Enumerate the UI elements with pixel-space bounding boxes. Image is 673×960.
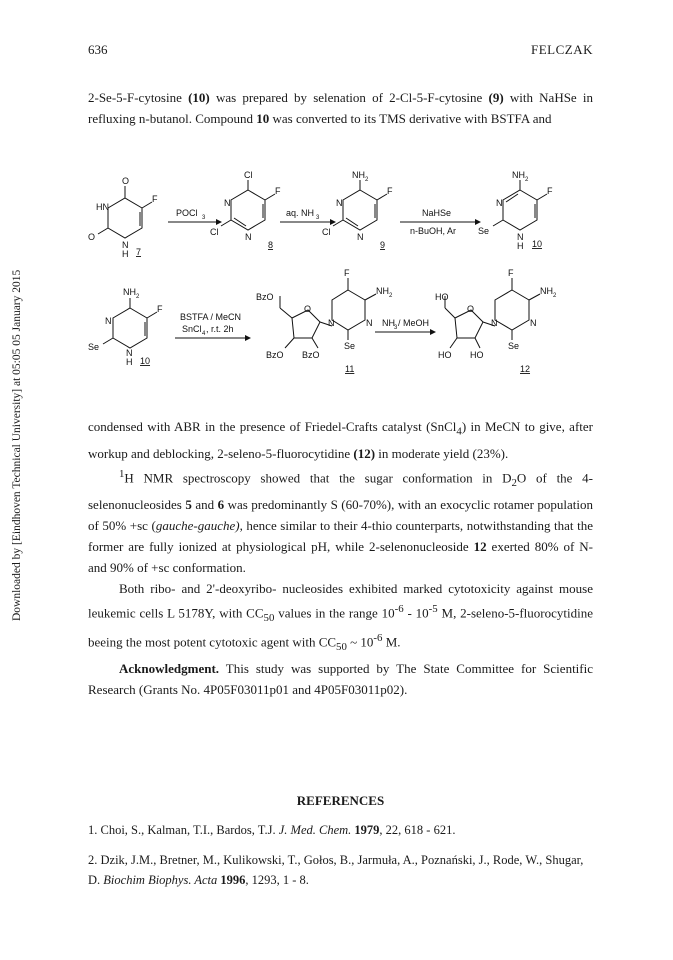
svg-text:NH: NH <box>123 287 136 297</box>
svg-text:POCl: POCl <box>176 208 198 218</box>
svg-text:F: F <box>387 186 393 196</box>
svg-text:/ MeOH: / MeOH <box>398 318 430 328</box>
svg-text:H: H <box>122 249 129 259</box>
svg-text:H: H <box>517 241 524 251</box>
svg-text:N: N <box>245 232 252 242</box>
svg-text:NH: NH <box>376 286 389 296</box>
svg-text:F: F <box>275 186 281 196</box>
svg-text:N: N <box>366 318 373 328</box>
svg-text:NH: NH <box>512 170 525 180</box>
svg-text:BzO: BzO <box>266 350 284 360</box>
svg-text:NaHSe: NaHSe <box>422 208 452 218</box>
svg-text:F: F <box>152 194 158 204</box>
svg-text:Se: Se <box>88 342 100 352</box>
svg-text:2: 2 <box>365 177 369 183</box>
svg-text:F: F <box>344 268 350 278</box>
intro-paragraph: 2-Se-5-F-cytosine (10) was prepared by selenation of 2-Cl-5-F-cytosine (9) with NaHSe in refluxing n-butanol. Compound 10 was converted to its TMS derivative with BSTFA and <box>88 90 594 126</box>
svg-text:, r.t. 2h: , r.t. 2h <box>206 324 234 334</box>
svg-text:N: N <box>105 316 112 326</box>
svg-text:NH: NH <box>352 170 365 180</box>
svg-text:H: H <box>126 357 133 367</box>
svg-text:BSTFA / MeCN: BSTFA / MeCN <box>180 312 242 322</box>
svg-text:Cl: Cl <box>210 227 219 237</box>
svg-text:4: 4 <box>202 331 206 337</box>
svg-text:HO: HO <box>470 350 484 360</box>
svg-text:Cl: Cl <box>322 227 331 237</box>
svg-text:2: 2 <box>389 293 393 299</box>
svg-text:N: N <box>122 240 129 250</box>
svg-text:2: 2 <box>553 293 557 299</box>
compound-8-label: 8 <box>268 240 274 250</box>
svg-text:Se: Se <box>344 341 356 351</box>
svg-text:N: N <box>126 348 133 358</box>
svg-text:O: O <box>467 304 475 314</box>
compound-9-label: 9 <box>380 240 386 250</box>
svg-text:BzO: BzO <box>302 350 320 360</box>
svg-text:BzO: BzO <box>256 292 274 302</box>
svg-text:HN: HN <box>96 202 109 212</box>
svg-text:NH: NH <box>382 318 395 328</box>
svg-text:Cl: Cl <box>244 170 253 180</box>
download-watermark: Downloaded by [Eindhoven Technical University] at 05:05 05 January 2015 <box>11 269 23 621</box>
reference-2: 2. Dzik, J.M., Bretner, M., Kulikowski, T., Gołos, B., Jarmuła, A., Poznański, J., Rode, W., Shugar, D. Biochim Biophys. Acta 1996, 1293, 1 - 8. <box>88 853 584 887</box>
running-head: FELCZAK <box>531 42 593 57</box>
svg-text:F: F <box>157 304 163 314</box>
compound-7-label: 7 <box>136 247 142 257</box>
svg-text:O: O <box>304 304 312 314</box>
paragraph-nmr: $^1$H NMR spectroscopy showed that the sugar conformation in $D_2O$ of the 4-selenonucleosides 5 and 6 was predominantly S (60-70%), with an exocyclic rotamer population of 50% +sc (gauche-gauche), hence similar to their 4-thio counterparts, notwithstanding that the former are fully ionized at physiological pH, while 2-selenonucleoside 12 exerted 80% of N- and 90% of +sc conformation. <box>88 467 594 575</box>
svg-text:N: N <box>517 232 524 242</box>
page-number: 636 <box>88 42 108 57</box>
svg-text:aq. NH: aq. NH <box>286 208 315 218</box>
svg-text:N: N <box>336 198 343 208</box>
svg-text:3: 3 <box>316 215 320 221</box>
compound-11-label: 11 <box>345 364 355 374</box>
svg-text:F: F <box>508 268 514 278</box>
svg-text:n-BuOH, Ar: n-BuOH, Ar <box>410 226 457 236</box>
svg-text:N: N <box>357 232 364 242</box>
svg-text:SnCl: SnCl <box>182 324 202 334</box>
synthesis-scheme <box>80 160 600 380</box>
svg-text:N: N <box>491 318 498 328</box>
svg-text:N: N <box>328 318 335 328</box>
compound-10-label-row2: 10 <box>140 356 151 366</box>
paragraph-cytotoxicity: Both ribo- and 2'-deoxyribo- nucleosides exhibited marked cytotoxicity against mouse leukemic cells L 5178Y, with $CC_{50}$ values in the range $10^{-6} - 10^{-5}$ M, 2-seleno-5-fluorocytidine beeing the most potent cytotoxic agent with $CC_{50}$ ~ $10^{-6}$ M. <box>88 580 593 654</box>
svg-text:HO: HO <box>438 350 452 360</box>
paragraph-condensation: condensed with ABR in the presence of Friedel-Crafts catalyst (SnCl$_4$) in MeCN to give, after workup and deblocking, 2-seleno-5-fluorocytidine (12) in moderate yield (23%). <box>88 419 593 461</box>
svg-text:Se: Se <box>508 341 520 351</box>
svg-text:O: O <box>122 176 130 186</box>
reference-1: 1. Choi, S., Kalman, T.I., Bardos, T.J. J. Med. Chem. 1979, 22, 618 - 621. <box>88 823 456 837</box>
svg-text:3: 3 <box>202 215 206 221</box>
svg-text:N: N <box>530 318 537 328</box>
references-heading: REFERENCES <box>296 793 385 808</box>
svg-text:2: 2 <box>525 177 529 183</box>
svg-text:O: O <box>88 232 96 242</box>
svg-text:NH: NH <box>540 286 553 296</box>
svg-text:N: N <box>496 198 503 208</box>
svg-text:3: 3 <box>394 325 398 331</box>
compound-10-label-row1: 10 <box>532 239 543 249</box>
svg-text:2: 2 <box>136 294 140 300</box>
compound-12-label: 12 <box>520 364 531 374</box>
svg-text:F: F <box>547 186 553 196</box>
svg-text:Se: Se <box>478 226 490 236</box>
svg-text:N: N <box>224 198 231 208</box>
paragraph-acknowledgment: Acknowledgment. This study was supported by The State Committee for Scientific Research (Grants No. 4P05F03011p01 and 4P05F03011p02). <box>88 661 593 698</box>
svg-text:HO: HO <box>435 292 449 302</box>
body-text <box>88 416 593 700</box>
